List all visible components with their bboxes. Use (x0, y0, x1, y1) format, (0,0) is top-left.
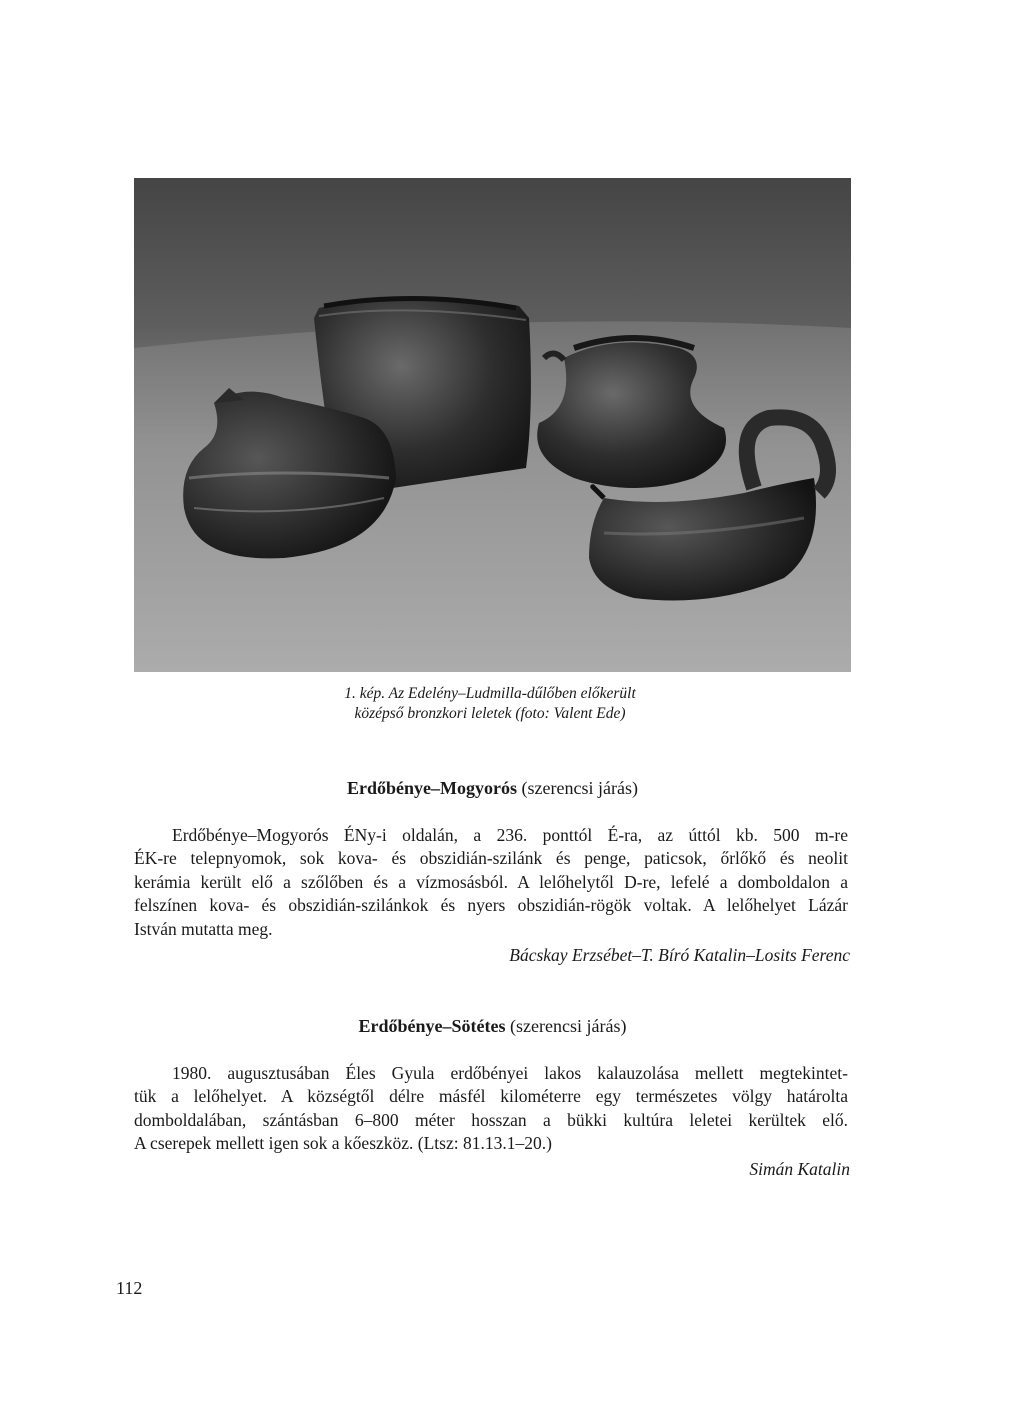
page-number: 112 (116, 1278, 143, 1298)
site-name: Erdőbénye–Mogyorós (347, 778, 518, 798)
figure-caption (200, 684, 780, 724)
district-name: (szerencsi járás) (510, 1016, 627, 1036)
section-heading (134, 1015, 851, 1037)
paragraph-line: A cserepek mellett igen sok a kőeszköz. (Ltsz: 81.13.1–20.) (134, 1133, 552, 1154)
paragraph-line: felszínen kova- és obszidián-szilánkok és nyers obszidián-rögök voltak. A lelőhelyet Lázár (134, 895, 848, 916)
section-author: Bácskay Erzsébet–T. Bíró Katalin–Losits Ferenc (509, 945, 850, 965)
paragraph-line: 1980. augusztusában Éles Gyula erdőbényei lakos kalauzolása mellett megtekintet- (172, 1063, 848, 1083)
paragraph-line: István mutatta meg. (134, 918, 273, 939)
section-author: Simán Katalin (749, 1159, 850, 1179)
site-name: Erdőbénye–Sötétes (358, 1016, 506, 1036)
caption-line: 1. kép. Az Edelény–Ludmilla-dűlőben előkerült (344, 685, 636, 702)
section-heading (134, 777, 851, 799)
pottery-photograph (134, 178, 851, 672)
section-paragraph (134, 824, 848, 941)
paragraph-line: ÉK-re telepnyomok, sok kova- és obszidián-szilánk és penge, paticsok, őrlőkő és neolit (134, 848, 848, 869)
section-paragraph (134, 1062, 848, 1156)
paragraph-line: domboldalában, szántásban 6–800 méter hosszan a bükki kultúra leletei kerültek elő. (134, 1109, 848, 1130)
district-name: (szerencsi járás) (521, 778, 638, 798)
caption-line: középső bronzkori leletek (foto: Valent Ede) (354, 705, 626, 722)
paragraph-line: kerámia került elő a szőlőben és a vízmosásból. A lelőhelytől D-re, lefelé a domboldalon a (134, 871, 848, 892)
paragraph-line: tük a lelőhelyet. A községtől délre másfél kilométerre egy természetes völgy határolta (134, 1086, 848, 1107)
paragraph-line: Erdőbénye–Mogyorós ÉNy-i oldalán, a 236. ponttól É-ra, az úttól kb. 500 m-re (172, 825, 848, 845)
